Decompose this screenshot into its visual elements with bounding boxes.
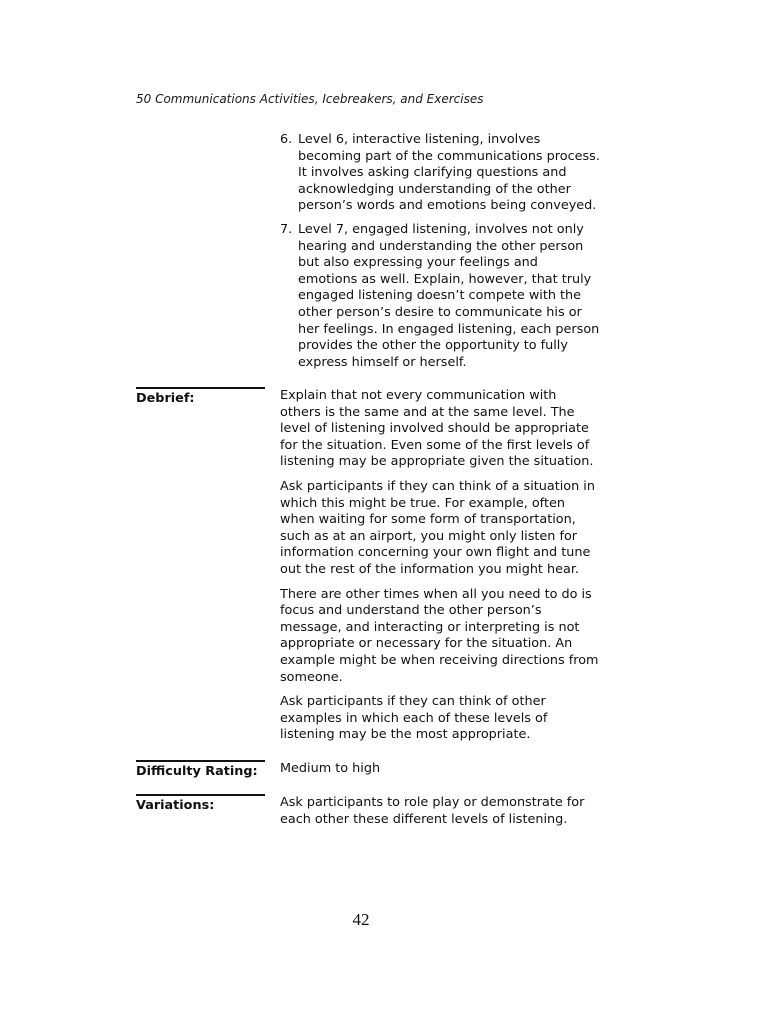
list-item-number: 6.	[280, 132, 293, 147]
list-item	[280, 222, 600, 371]
difficulty-value: Medium to high	[280, 761, 381, 776]
list-item	[280, 132, 600, 215]
variations-text: Ask participants to role play or demonstrate for each other these different levels of listening.	[280, 795, 585, 827]
debrief-paragraph: There are other times when all you need to do is focus and understand the other person’s message, and interacting or interpreting is not appropriate or necessary for the situation. An example might be when receiving directions from someone.	[280, 586, 599, 685]
page-number: 42	[352, 910, 370, 929]
listening-levels-list	[280, 132, 600, 378]
debrief-paragraph: Ask participants if they can think of a situation in which this might be true. For example, often when waiting for some form of transportation, such as at an airport, you might only listen for information concerning your own flight and tune out the rest of the information you might hear.	[280, 478, 595, 577]
list-item-text: Level 6, interactive listening, involves becoming part of the communications process. It involves asking clarifying questions and acknowledging understanding of the other person’s words and emotions being conveyed.	[298, 132, 600, 214]
difficulty-content	[280, 761, 600, 786]
running-title: 50 Communications Activities, Icebreakers, and Exercises	[136, 92, 484, 106]
list-item-text: Level 7, engaged listening, involves not only hearing and understanding the other person but also expressing your feelings and emotions as well. Explain, however, that truly engaged listening doesn’t compete with the other person’s desire to communicate his or her feelings. In engaged listening, each person provides the other the opportunity to fully express himself or herself.	[298, 221, 600, 370]
list-item-number: 7.	[280, 221, 293, 237]
debrief-paragraph: Ask participants if they can think of other examples in which each of these levels of listening may be the most appropriate.	[280, 694, 548, 743]
debrief-content	[280, 388, 600, 752]
debrief-label: Debrief:	[136, 387, 265, 407]
debrief-paragraph: Explain that not every communication with others is the same and at the same level. The level of listening involved should be appropriate for the situation. Even some of the first levels of listening may be appropriate given the situation.	[280, 388, 594, 470]
variations-label: Variations:	[136, 794, 265, 814]
variations-content	[280, 795, 600, 836]
difficulty-label: Difficulty Rating:	[136, 760, 265, 780]
